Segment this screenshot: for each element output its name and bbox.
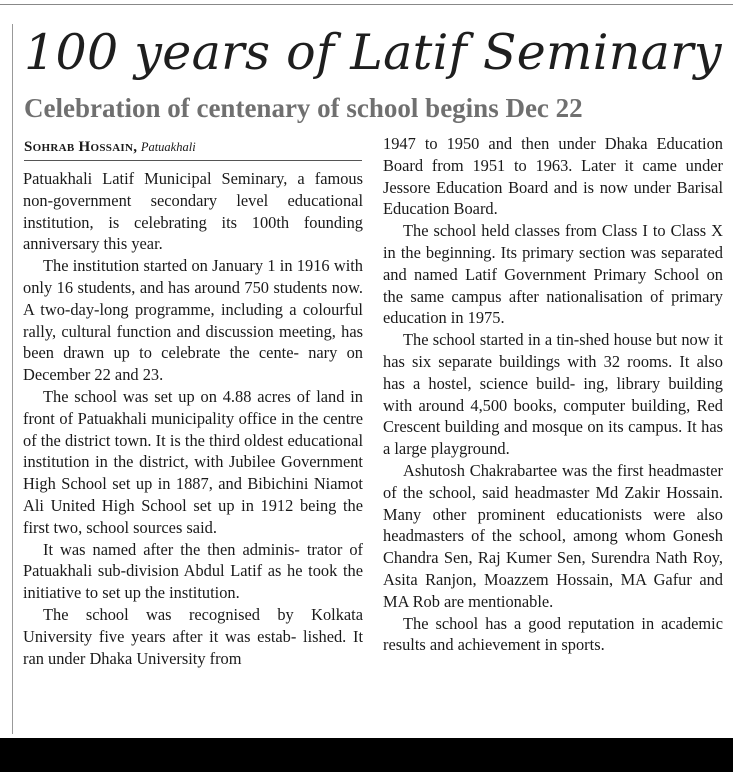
- paragraph: Ashutosh Chakrabartee was the first headmaster of the school, said headmaster Md Zakir Hossain. Many other prominent educationists were also headmasters of the school, among whom Gonesh Chandra Sen, Raj Kumer Sen, Surendra Nath Roy, Asita Ranjon, Moazzem Hossain, MA Gafur and MA Rob are mentionable.: [383, 460, 723, 611]
- bottom-black-bar: [0, 738, 733, 772]
- paragraph: The school was set up on 4.88 acres of land in front of Patuakhali municipality office in the centre of the district town. It is the third oldest educational institution in the district, with Jubilee Government High School set up in 1887, and Bibichini Niamot Ali United High School set up in 1912 being the first two, school sources said.: [23, 386, 363, 537]
- paragraph: It was named after the then adminis- trator of Patuakhali sub-division Abdul Latif as he took the initiative to set up the institution.: [23, 539, 363, 603]
- subheadline: Celebration of centenary of school begins Dec 22: [24, 93, 583, 123]
- byline: [24, 134, 362, 161]
- paragraph: Patuakhali Latif Municipal Seminary, a famous non-government secondary level educational institution, is celebrating its 100th founding anniversary this year.: [23, 169, 363, 254]
- top-rule: [0, 4, 733, 5]
- paragraph: The institution started on January 1 in 1916 with only 16 students, and has around 750 students now. A two-day-long programme, including a colourful rally, cultural function and discussion meeting, has been drawn up to celebrate the cente- nary on December 22 and 23.: [23, 256, 363, 385]
- paragraph: The school was recognised by Kolkata University five years after it was estab- lished. It ran under Dhaka University from: [23, 604, 363, 668]
- headline: 100 years of Latif Seminary: [24, 24, 722, 81]
- article-column-1: [23, 168, 363, 669]
- left-column-rule: [12, 24, 13, 734]
- paragraph: The school has a good reputation in academic results and achievement in sports.: [383, 613, 723, 655]
- paragraph: The school held classes from Class I to Class X in the beginning. Its primary section was separated and named Latif Government Primary School on the same campus after nationalisation of primary education in 1975.: [383, 221, 723, 328]
- byline-author: Sohrab Hossain,: [24, 139, 138, 155]
- paragraph: 1947 to 1950 and then under Dhaka Education Board from 1951 to 1963. Later it came under Jessore Education Board and is now under Barisal Education Board.: [383, 134, 723, 219]
- article-column-2: [383, 133, 723, 656]
- byline-location: Patuakhali: [140, 140, 196, 154]
- paragraph: The school started in a tin-shed house but now it has six separate buildings with 32 rooms. It also has a hostel, science build- ing, library building with around 4,500 books, computer building, Red Crescent building and mosque on its campus. It has a large playground.: [383, 330, 723, 459]
